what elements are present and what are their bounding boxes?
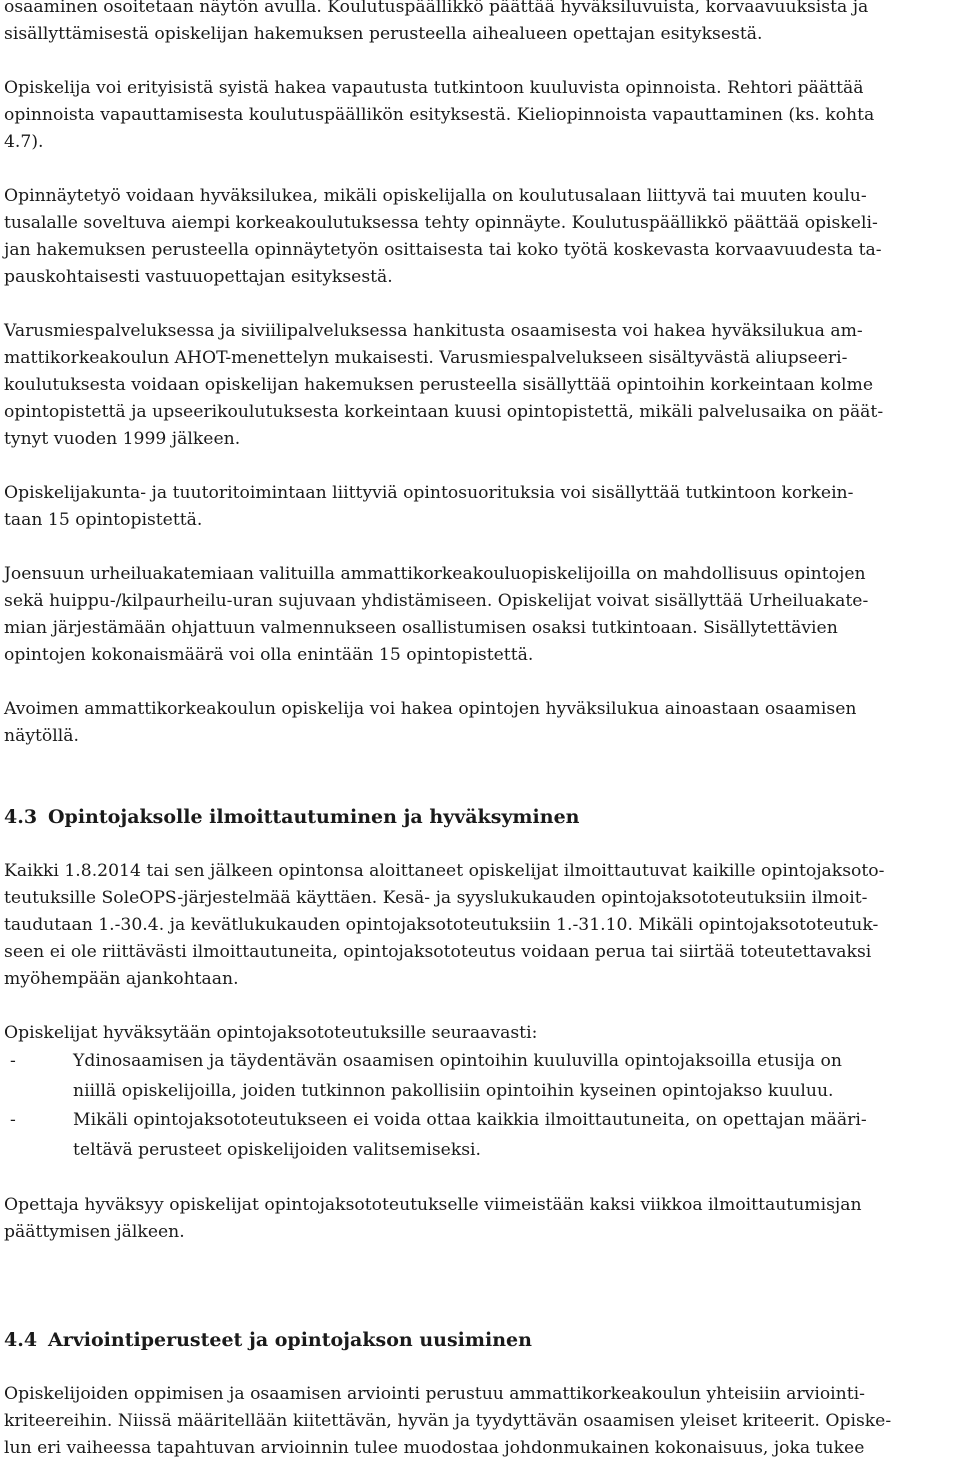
text-line: Varusmiespalveluksessa ja siviilipalveluksessa hankitusta osaamisesta voi hakea hyväksilukua am- — [4, 321, 863, 341]
list-dash-marker: - — [10, 1051, 16, 1071]
text-line: Joensuun urheiluakatemiaan valituilla ammattikorkeakouluopiskelijoilla on mahdollisuus opintojen — [4, 564, 866, 584]
text-line: teutuksille SoleOPS-järjestelmää käyttäen. Kesä- ja syyslukukauden opintojaksototeutuksiin ilmoit- — [4, 888, 868, 908]
text-line: Opettaja hyväksyy opiskelijat opintojaksototeutukselle viimeistään kaksi viikkoa ilmoittautumisjan — [4, 1195, 862, 1215]
text-line: Ydinosaamisen ja täydentävän osaamisen opintoihin kuuluvilla opintojaksoilla etusija on — [73, 1051, 842, 1071]
text-line: 4.7). — [4, 132, 44, 152]
section-title: Arviointiperusteet ja opintojakson uusiminen — [48, 1329, 532, 1351]
text-line: Opiskelijakunta- ja tuutoritoimintaan liittyviä opintosuorituksia voi sisällyttää tutkintoon korkein- — [4, 483, 854, 503]
text-line: taan 15 opintopistettä. — [4, 510, 203, 530]
text-line: mattikorkeakoulun AHOT-menettelyn mukaisesti. Varusmiespalvelukseen sisältyvästä aliupseeri- — [4, 348, 848, 368]
text-line: taudutaan 1.-30.4. ja kevätlukukauden opintojaksototeutuksiin 1.-31.10. Mikäli opintojaksototeutuk- — [4, 915, 879, 935]
paragraph-10 — [4, 1192, 950, 1246]
text-line: Opiskelija voi erityisistä syistä hakea vapautusta tutkintoon kuuluvista opinnoista. Rehtori päättää — [4, 78, 864, 98]
selection-criteria-list — [4, 1047, 950, 1165]
text-line: lun eri vaiheessa tapahtuvan arvioinnin tulee muodostaa johdonmukainen kokonaisuus, joka tukee — [4, 1438, 865, 1458]
text-line: sisällyttämisestä opiskelijan hakemuksen perusteella aihealueen opettajan esityksestä. — [4, 24, 763, 44]
text-line: näytöllä. — [4, 726, 79, 746]
text-line: Opiskelijoiden oppimisen ja osaamisen arviointi perustuu ammattikorkeakoulun yhteisiin arviointi- — [4, 1384, 865, 1404]
paragraph-3 — [4, 183, 950, 291]
paragraph-7 — [4, 696, 950, 750]
text-line: myöhempään ajankohtaan. — [4, 969, 239, 989]
text-line: Kaikki 1.8.2014 tai sen jälkeen opintonsa aloittaneet opiskelijat ilmoittautuvat kaikille opintojaksoto- — [4, 861, 885, 881]
text-line: koulutuksesta voidaan opiskelijan hakemuksen perusteella sisällyttää opintoihin korkeintaan kolme — [4, 375, 874, 395]
paragraph-1 — [4, 0, 950, 48]
paragraph-8 — [4, 858, 950, 993]
paragraph-5 — [4, 480, 950, 534]
text-line: tynyt vuoden 1999 jälkeen. — [4, 429, 241, 449]
text-line: seen ei ole riittävästi ilmoittautuneita, opintojaksototeutus voidaan perua tai siirtää toteutettavaksi — [4, 942, 872, 962]
text-line: kriteereihin. Niissä määritellään kiitettävän, hyvän ja tyydyttävän osaamisen yleiset kriteerit. Opiske- — [4, 1411, 892, 1431]
text-line: teltävä perusteet opiskelijoiden valitsemiseksi. — [73, 1139, 482, 1160]
text-line: Mikäli opintojaksototeutukseen ei voida ottaa kaikkia ilmoittautuneita, on opettajan määri- — [73, 1110, 867, 1130]
paragraph-11 — [4, 1381, 950, 1462]
section-number: 4.4 — [4, 1329, 38, 1351]
text-line: niillä opiskelijoilla, joiden tutkinnon pakollisiin opintoihin kyseinen opintojakso kuuluu. — [73, 1080, 834, 1101]
text-line: opinnoista vapauttamisesta koulutuspäällikön esityksestä. Kieliopinnoista vapauttaminen (ks. kohta — [4, 105, 875, 125]
text-line: Opiskelijat hyväksytään opintojaksototeutuksille seuraavasti: — [4, 1023, 538, 1043]
paragraph-4 — [4, 318, 950, 453]
text-line: Avoimen ammattikorkeakoulun opiskelija voi hakea opintojen hyväksilukua ainoastaan osaamisen — [4, 699, 857, 719]
text-line: päättymisen jälkeen. — [4, 1222, 185, 1242]
section-number: 4.3 — [4, 806, 38, 828]
text-line: opintopistettä ja upseerikoulutuksesta korkeintaan kuusi opintopistettä, mikäli palvelusaika on päät- — [4, 402, 884, 422]
text-line: sekä huippu-/kilpaurheilu-uran sujuvaan yhdistämiseen. Opiskelijat voivat sisällyttää Urheiluakate- — [4, 591, 869, 611]
paragraph-2 — [4, 75, 950, 156]
text-line: pauskohtaisesti vastuuopettajan esityksestä. — [4, 267, 393, 287]
text-line: jan hakemuksen perusteella opinnäytetyön osittaisesta tai koko työtä koskevasta korvaavuudesta ta- — [4, 240, 882, 260]
text-line: tusalalle soveltuva aiempi korkeakoulutuksessa tehty opinnäyte. Koulutuspäällikkö päättää opiskeli- — [4, 213, 878, 233]
list-item — [4, 1106, 950, 1165]
section-heading-4-3 — [4, 804, 950, 831]
paragraph-9 — [4, 1020, 950, 1047]
list-item — [4, 1047, 950, 1106]
section-heading-4-4 — [4, 1327, 950, 1354]
text-line: mian järjestämään ohjattuun valmennukseen osallistumisen osaksi tutkintoaan. Sisällytettävien — [4, 618, 838, 638]
list-dash-marker: - — [10, 1110, 16, 1130]
document-page — [4, 0, 950, 1462]
paragraph-6 — [4, 561, 950, 669]
text-line: opintojen kokonaismäärä voi olla enintään 15 opintopistettä. — [4, 645, 534, 665]
text-line: osaaminen osoitetaan näytön avulla. Koulutuspäällikkö päättää hyväksiluvuista, korvaavuuksista ja — [4, 0, 869, 17]
section-title: Opintojaksolle ilmoittautuminen ja hyväksyminen — [48, 806, 580, 828]
text-line: Opinnäytetyö voidaan hyväksilukea, mikäli opiskelijalla on koulutusalaan liittyvä tai muuten koulu- — [4, 186, 867, 206]
